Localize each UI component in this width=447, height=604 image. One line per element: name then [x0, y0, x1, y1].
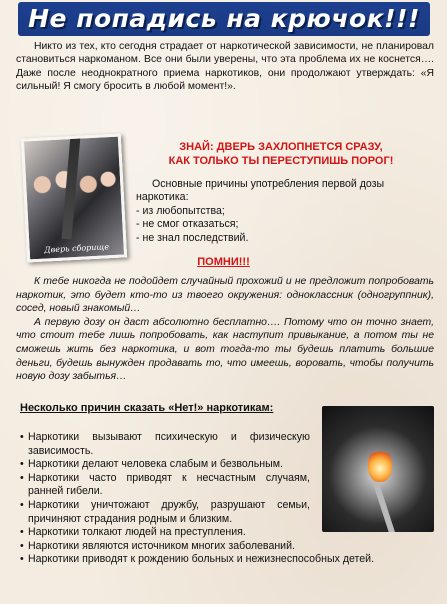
reason-item: - из любопытства; [136, 204, 225, 217]
photo-caption: Дверь сборище [43, 242, 110, 255]
burning-spoon-photo [322, 406, 434, 532]
story-paragraph: К тебе никогда не подойдет случайный прохожий и не предложит попробовать наркотик, это будет кто-то из твоего окружения: одноклассник (одногруппник), сосед, новый знакомый… [16, 276, 434, 315]
page-title: Не попадись на крючок!!! [18, 2, 430, 36]
list-item: • Наркотики являются источником многих заболеваний. [20, 540, 446, 554]
list-item: • Наркотики уничтожают дружбу, разрушают семьи, причиняют страдания родным и близким. [20, 499, 310, 526]
reason-item: - не знал последствий. [136, 231, 249, 244]
spoon-handle-image [371, 477, 398, 532]
reasons-to-say-no-heading: Несколько причин сказать «Нет!» наркотикам: [20, 402, 274, 414]
intro-paragraph: Никто из тех, кто сегодня страдает от наркотической зависимости, не планировал становиться наркоманом. Все они были уверены, что эта проблема их не коснется…. Даже после неоднократного приема наркотиков, они продолжают утверждать: «Я сильный! Я смогу бросить в любой момент!». [16, 41, 434, 93]
reason-item: - не смог отказаться; [136, 218, 239, 231]
reasons-to-say-no-list [20, 431, 375, 567]
list-item: • Наркотики часто приводят к несчастным случаям, ранней гибели. [20, 472, 310, 499]
reasons-block [136, 178, 436, 245]
story-block [16, 275, 434, 384]
list-item: • Наркотики приводят к рождению больных и нежизнеспособных детей. [20, 553, 446, 567]
remember-heading: ПОМНИ!!! [197, 256, 250, 268]
warning-line-2: КАК ТОЛЬКО ТЫ ПЕРЕСТУПИШЬ ПОРОГ! [168, 155, 394, 167]
list-item: • Наркотики делают человека слабым и безвольным. [20, 458, 310, 472]
list-item: • Наркотики толкают людей на преступления. [20, 526, 446, 540]
warning-line-1: ЗНАЙ: ДВЕРЬ ЗАХЛОПНЕТСЯ СРАЗУ, [179, 141, 383, 153]
warning-block [128, 140, 434, 168]
flame-image [368, 448, 392, 482]
story-paragraph: А первую дозу он даст абсолютно бесплатно…. Потому что он точно знает, что стоит тебе лишь попробовать, как наступит привыкание, а потом ты не сможешь жить без наркотика, и вот тогда-то ты будешь платить большие деньги, будешь вынужден продавать то, что имеешь, воровать, чтобы получить новую дозу забытья… [16, 316, 434, 383]
list-item: • Наркотики вызывают психическую и физическую зависимость. [20, 431, 310, 458]
teens-photo [21, 133, 127, 262]
reasons-lead: Основные причины употребления первой дозы наркотика: [136, 178, 385, 204]
